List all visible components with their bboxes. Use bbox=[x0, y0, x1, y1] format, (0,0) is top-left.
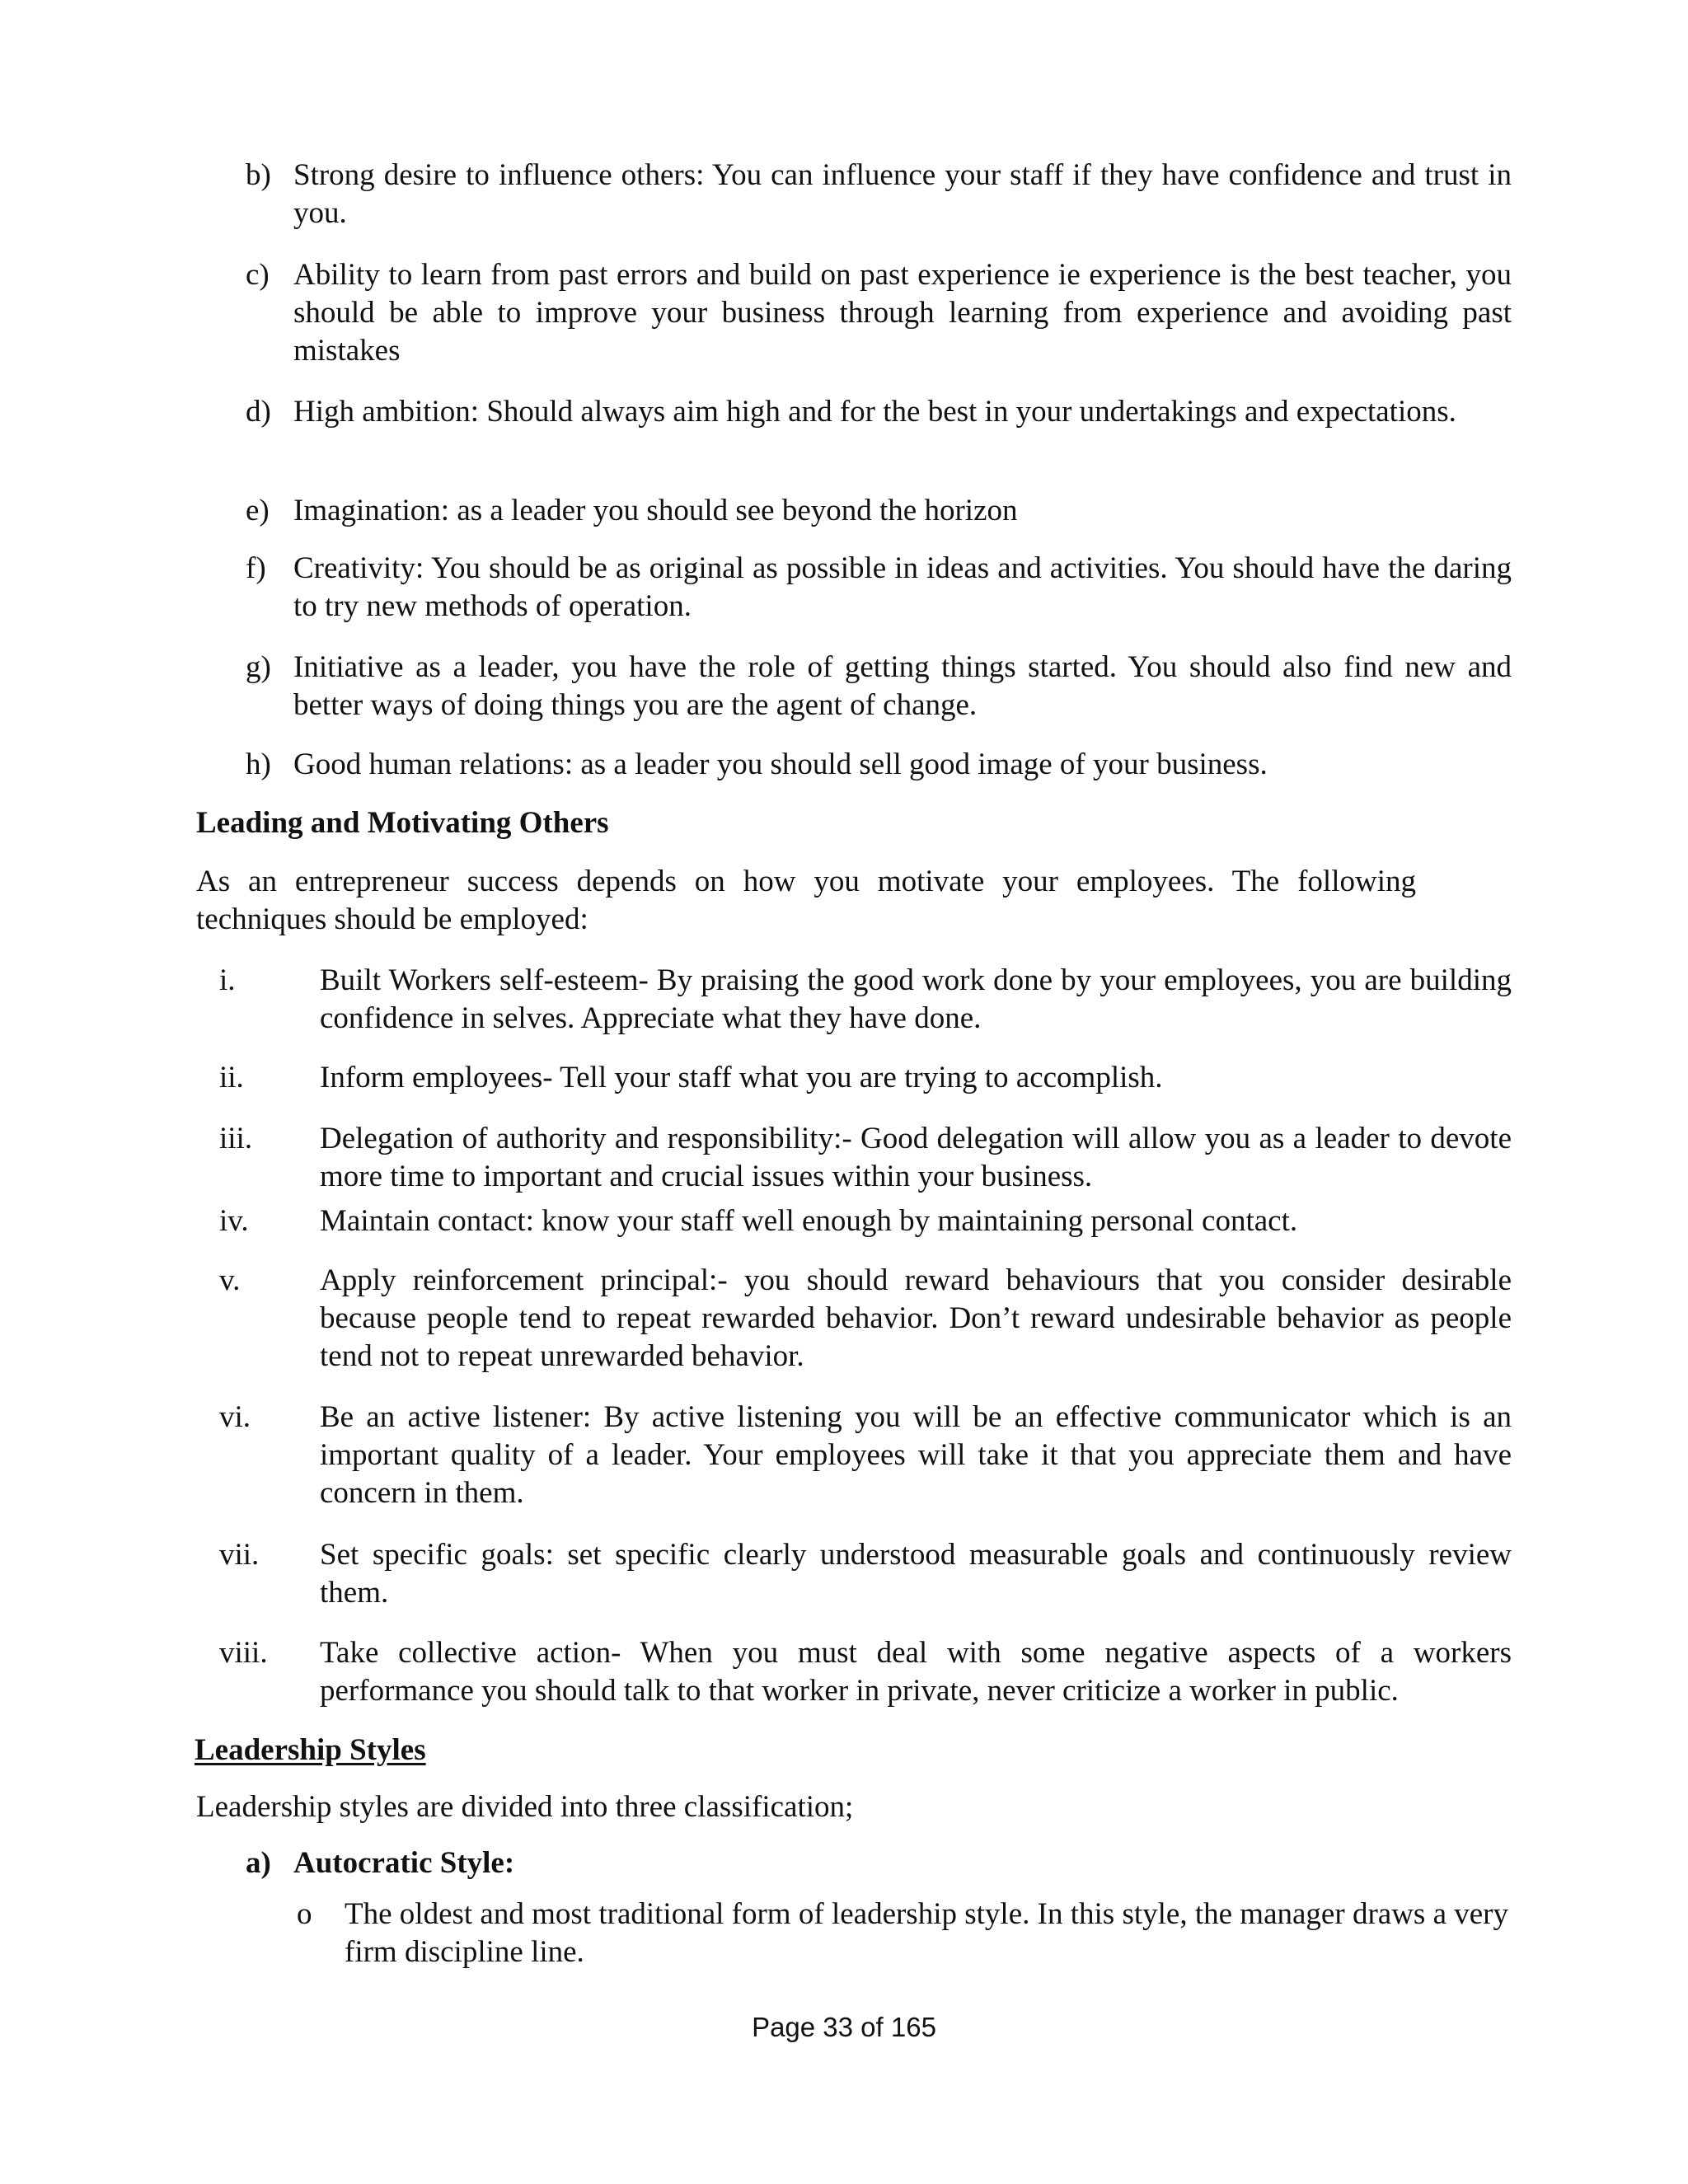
list-item: Be an active listener: By active listening you will be an effective communicator which is an important quality of a leader. Your employees will take it that you appreciate them and have concern in them. bbox=[320, 1400, 1512, 1510]
list-marker: e) bbox=[246, 494, 270, 527]
list-marker: viii. bbox=[219, 1636, 268, 1670]
list-marker: g) bbox=[246, 650, 271, 684]
section-heading-motivating: Leading and Motivating Others bbox=[196, 806, 609, 840]
list-marker: d) bbox=[246, 395, 271, 429]
list-item: Creativity: You should be as original as possible in ideas and activities. You should have the daring to try new methods of operation. bbox=[293, 551, 1512, 623]
list-item: Delegation of authority and responsibility:- Good delegation will allow you as a leader to devote more time to important and crucial issues within your business. bbox=[320, 1122, 1512, 1193]
bullet-marker: o bbox=[297, 1897, 312, 1931]
list-item: Set specific goals: set specific clearly understood measurable goals and continuously review them. bbox=[320, 1538, 1512, 1610]
list-marker: ii. bbox=[219, 1061, 244, 1094]
list-item: Strong desire to influence others: You can influence your staff if they have confidence and trust in you. bbox=[293, 158, 1512, 230]
list-marker: c) bbox=[246, 258, 270, 292]
list-marker: b) bbox=[246, 158, 271, 192]
list-item: High ambition: Should always aim high and for the best in your undertakings and expectations. bbox=[293, 395, 1456, 429]
list-item: Initiative as a leader, you have the role of getting things started. You should also find new and better ways of doing things you are the agent of change. bbox=[293, 650, 1512, 722]
section-intro: As an entrepreneur success depends on how you motivate your employees. The following techniques should be employed: bbox=[196, 865, 1416, 936]
list-item: Maintain contact: know your staff well enough by maintaining personal contact. bbox=[320, 1204, 1298, 1238]
list-item: Inform employees- Tell your staff what you are trying to accomplish. bbox=[320, 1061, 1163, 1094]
bullet-item: The oldest and most traditional form of leadership style. In this style, the manager draws a very firm discipline line. bbox=[345, 1897, 1508, 1969]
list-item: Imagination: as a leader you should see beyond the horizon bbox=[293, 494, 1018, 527]
subsection-marker: a) bbox=[246, 1846, 271, 1880]
list-marker: h) bbox=[246, 748, 271, 781]
list-marker: v. bbox=[219, 1263, 241, 1297]
list-marker: iv. bbox=[219, 1204, 249, 1238]
list-marker: vii. bbox=[219, 1538, 260, 1572]
subsection-heading: Autocratic Style: bbox=[293, 1846, 515, 1880]
list-marker: i. bbox=[219, 963, 236, 997]
list-item: Ability to learn from past errors and build on past experience ie experience is the best teacher, you should be able to improve your business through learning from experience and avoiding past mistakes bbox=[293, 258, 1512, 368]
section-intro: Leadership styles are divided into three classification; bbox=[196, 1790, 854, 1824]
page-number: Page 33 of 165 bbox=[752, 2012, 936, 2042]
section-heading-styles: Leadership Styles bbox=[195, 1733, 426, 1767]
list-item: Built Workers self-esteem- By praising the good work done by your employees, you are building confidence in selves. Appreciate what they have done. bbox=[320, 963, 1512, 1035]
list-marker: f) bbox=[246, 551, 266, 585]
list-item: Good human relations: as a leader you should sell good image of your business. bbox=[293, 748, 1268, 781]
list-marker: vi. bbox=[219, 1400, 251, 1434]
list-item: Take collective action- When you must deal with some negative aspects of a workers performance you should talk to that worker in private, never criticize a worker in public. bbox=[320, 1636, 1512, 1708]
list-item: Apply reinforcement principal:- you should reward behaviours that you consider desirable because people tend to repeat rewarded behavior. Don’t reward undesirable behavior as people tend not to repeat unrewarded behavior. bbox=[320, 1263, 1512, 1373]
list-marker: iii. bbox=[219, 1122, 253, 1155]
